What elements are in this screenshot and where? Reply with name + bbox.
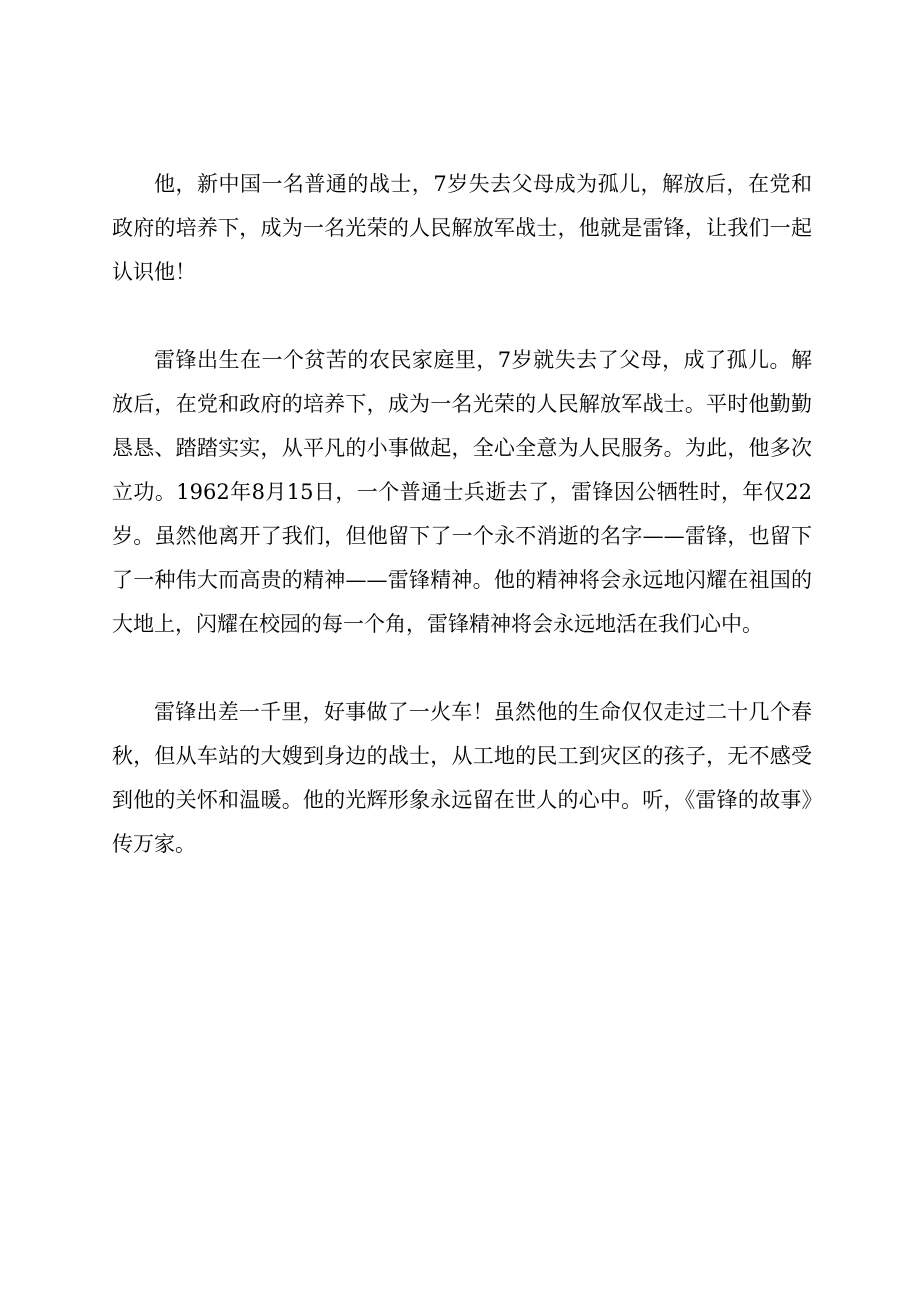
document-body — [112, 162, 812, 866]
paragraph-biography: 雷锋出生在一个贫苦的农民家庭里，7岁就失去了父母，成了孤儿。解放后，在党和政府的培养下，成为一名光荣的人民解放军战士。平时他勤勤恳恳、踏踏实实，从平凡的小事做起，全心全意为人民服务。为此，他多次立功。1962年8月15日，一个普通士兵逝去了，雷锋因公牺牲时，年仅22岁。虽然他离开了我们，但他留下了一个永不消逝的名字——雷锋，也留下了一种伟大而高贵的精神——雷锋精神。他的精神将会永远地闪耀在祖国的大地上，闪耀在校园的每一个角，雷锋精神将会永远地活在我们心中。 — [112, 348, 812, 636]
paragraph-intro: 他，新中国一名普通的战士，7岁失去父母成为孤儿，解放后，在党和政府的培养下，成为一名光荣的人民解放军战士，他就是雷锋，让我们一起认识他！ — [112, 172, 812, 284]
paragraph-legacy: 雷锋出差一千里，好事做了一火车！虽然他的生命仅仅走过二十几个春秋，但从车站的大嫂到身边的战士，从工地的民工到灾区的孩子，无不感受到他的关怀和温暖。他的光辉形象永远留在世人的心中。听，《雷锋的故事》传万家。 — [112, 700, 812, 856]
